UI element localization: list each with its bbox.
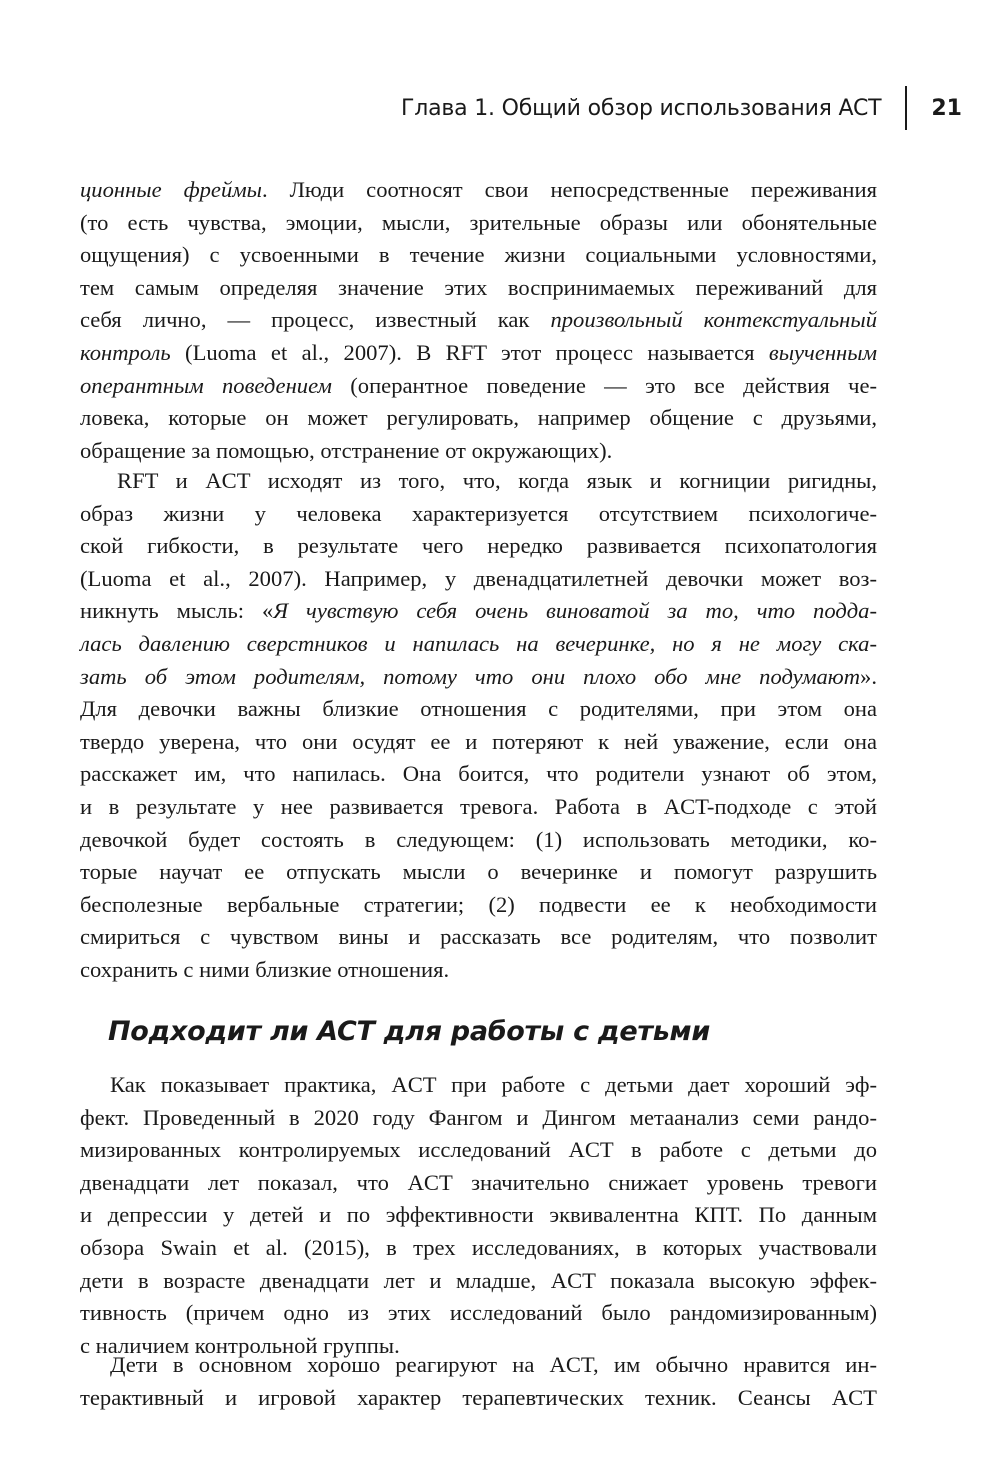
text-line: лась давлению сверстников и напилась на вечеринке, но я не могу ска-	[80, 630, 877, 656]
text-line: контроль (Luoma et al., 2007). В RFT этот процесс называется выученным	[80, 339, 877, 365]
text-line: мизированных контролируемых исследований ACT в работе с детьми до	[80, 1137, 877, 1163]
text-line: ционные фреймы. Люди соотносят свои непосредственные переживания	[80, 177, 877, 202]
text-line: зать об этом родителям, потому что они плохо обо мне подумают».	[80, 663, 877, 689]
text-line: двенадцати лет показал, что ACT значительно снижает уровень тревоги	[80, 1169, 877, 1195]
text-line: оперантным поведением (оперантное поведение — это все действия че-	[80, 372, 877, 398]
paragraph-4	[80, 1349, 877, 1414]
chapter-title: Глава 1. Общий обзор использования ACT	[401, 95, 882, 121]
text-line: твердо уверена, что они осудят ее и потеряют к ней уважение, если она	[80, 728, 877, 754]
text-line: фект. Проведенный в 2020 году Фангом и Дингом метаанализ семи рандо-	[80, 1104, 877, 1130]
text-line: и депрессии у детей и по эффективности эквивалентна КПТ. По данным	[80, 1202, 877, 1228]
text-line: и в результате у нее развивается тревога. Работа в ACT-подходе с этой	[80, 793, 877, 819]
text-line: сохранить с ними близкие отношения.	[80, 956, 450, 982]
text-line: (то есть чувства, эмоции, мысли, зрительные образы или обонятельные	[80, 209, 877, 235]
text-line: себя лично, — процесс, известный как произвольный контекстуальный	[80, 307, 877, 333]
text-line: ощущения) с усвоенными в течение жизни социальными условностями,	[80, 242, 877, 268]
text-line: RFT и ACT исходят из того, что, когда язык и когниции ригидны,	[117, 468, 877, 493]
header-divider	[905, 86, 907, 130]
text-line: Дети в основном хорошо реагируют на ACT, им обычно нравится ин-	[110, 1352, 877, 1377]
paragraph-1	[80, 174, 877, 467]
text-line: тем самым определяя значение этих воспринимаемых переживаний для	[80, 274, 877, 300]
paragraph-2	[80, 465, 877, 987]
text-line: дети в возрасте двенадцати лет и младше, ACT показала высокую эффек-	[80, 1267, 877, 1293]
text-line: ловека, которые он может регулировать, например общение с друзьями,	[80, 405, 877, 431]
text-line: образ жизни у человека характеризуется отсутствием психологиче-	[80, 500, 877, 526]
text-line: ской гибкости, в результате чего нередко развивается психопатология	[80, 533, 877, 559]
text-line: обзора Swain et al. (2015), в трех исследованиях, в которых участвовали	[80, 1234, 877, 1260]
text-line: девочкой будет состоять в следующем: (1) использовать методики, ко-	[80, 826, 877, 852]
text-line: обращение за помощью, отстранение от окружающих).	[80, 437, 613, 463]
running-header	[401, 86, 962, 130]
text-line: никнуть мысль: «Я чувствую себя очень виноватой за то, что подда-	[80, 598, 877, 624]
text-line: торые научат ее отпускать мысли о вечеринке и помогут разрушить	[80, 859, 877, 885]
text-line: Как показывает практика, ACT при работе с детьми дает хороший эф-	[110, 1072, 877, 1097]
text-line: тивность (причем одно из этих исследований было рандомизированным)	[80, 1300, 877, 1326]
text-line: бесполезные вербальные стратегии; (2) подвести ее к необходимости	[80, 891, 877, 917]
text-line: расскажет им, что напилась. Она боится, что родители узнают об этом,	[80, 761, 877, 787]
text-line: терактивный и игровой характер терапевтических техник. Сеансы ACT	[80, 1384, 877, 1410]
text-line: с наличием контрольной группы.	[80, 1332, 400, 1358]
text-line: смириться с чувством вины и рассказать все родителям, что позволит	[80, 924, 877, 950]
section-heading: Подходит ли ACT для работы с детьми	[108, 1016, 710, 1047]
text-line: Для девочки важны близкие отношения с родителями, при этом она	[80, 696, 877, 722]
page-number: 21	[931, 95, 962, 121]
paragraph-3	[80, 1069, 877, 1362]
text-line: (Luoma et al., 2007). Например, у двенадцатилетней девочки может воз-	[80, 565, 877, 591]
